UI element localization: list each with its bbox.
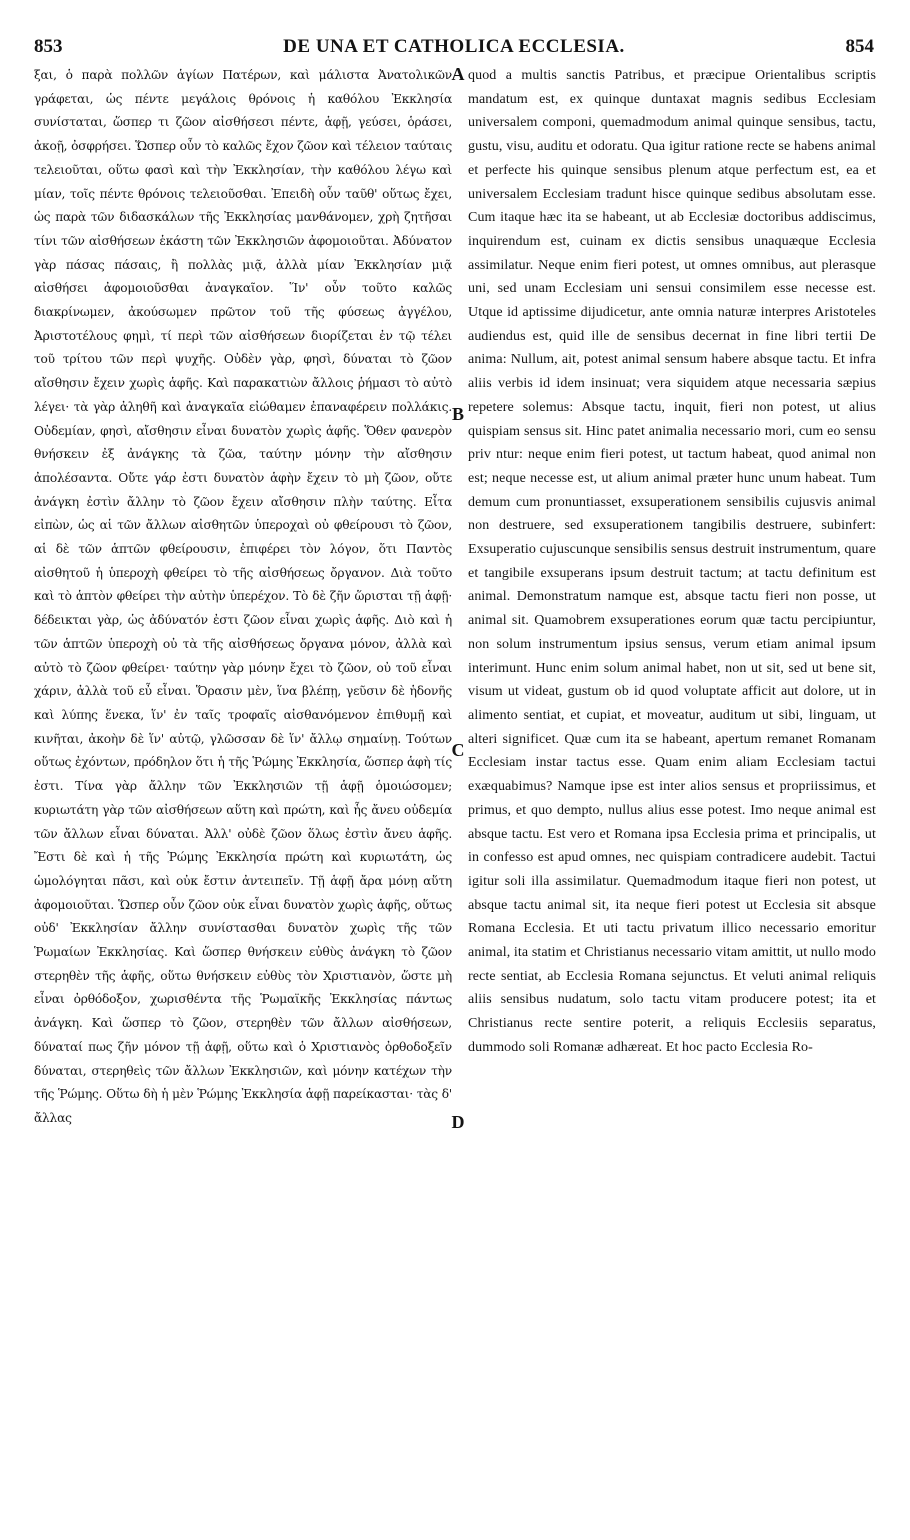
greek-text: ξαι, ὁ παρὰ πολλῶν ἁγίων Πατέρων, καὶ μάλιστα Ἀνατολικῶν γράφεται, ὡς πέντε μεγάλοις θρόνοις ἡ καθόλου Ἐκκλησία συνίσταται, ὥσπερ τι ζῶον αἰσθήσεσι πέντε, ἁφῇ, γεύσει, ὁράσει, ἀκοῇ, ὀσφρήσει. Ὥσπερ οὖν τὸ καλῶς ἔχον ζῶον καὶ τέλειον ταύταις τελειοῦται, οὕτω φασὶ καὶ τὴν Ἐκκλησίαν, τὴν καθόλου λέγω καὶ μίαν, τοῖς πέντε θρόνοις τελειοῦσθαι. Ἐπειδὴ οὖν ταῦθ' οὕτως ἔχει, ὡς παρὰ τῶν διδασκάλων τῆς Ἐκκλησίας μανθάνομεν, χρὴ ζητῆσαι τίνι τῶν αἰσθήσεων ἑκάστη τῶν Ἐκκλησιῶν ἀφομοιοῦται. Ἀδύνατον γὰρ πάσας πάσαις, ἢ πολλὰς μιᾷ, ἀλλὰ μίαν Ἐκκλησίαν μιᾷ αἰσθήσει ἀφομοιοῦσθαι ἀναγκαῖον. Ἵν' οὖν τοῦτο καλῶς διακρίνωμεν, ἀκούσωμεν πρῶτον τοῦ τῆς φύσεως ἀγγέλου, Ἀριστοτέλους φημὶ, τί περὶ τῶν αἰσθήσεων διορίζεται ἐν τῷ τέλει τοῦ τρίτου τῶν περὶ ψυχῆς. Οὐδὲν γὰρ, φησὶ, δύναται τὸ ζῶον αἴσθησιν ἔχειν χωρὶς ἁφῆς. Καὶ παρακατιὼν ἄλλοις ῥήμασι τὸ αὐτὸ λέγει· τὰ γὰρ ἀληθῆ καὶ ἀναγκαῖα εἰώθαμεν ἐπαναφέρειν πολλάκις. Οὐδεμίαν, φησὶ, αἴσθησιν εἶναι δυνατὸν χωρὶς ἁφῆς. Ὅθεν φανερὸν θνήσκειν ἐξ ἀνάγκης τὰ ζῶα, ταύτην μόνην τὴν αἴσθησιν ἀπολέσαντα. Οὔτε γάρ ἐστι δυνατὸν ἁφὴν ἔχειν τὸ μὴ ζῶον, οὔτε ἀνάγκη ἐστὶν ἄλλην τὸ ζῶον ἔχειν αἴσθησιν πλὴν ταύτης. Εἶτα εἰπὼν, ὡς αἱ τῶν ἄλλων αἰσθητῶν ὑπεροχαὶ οὐ φθείρουσι τὸ ζῶον, αἱ δὲ τῶν ἁπτῶν φθείρουσιν, ἐπιφέρει τὸν λόγον, ὅτι Παντὸς αἰσθητοῦ ἡ ὑπεροχὴ φθείρει τὸ τῆς αἰσθήσεως ὄργανον. Διὰ τοῦτο καὶ τὸ ἁπτὸν φθείρει τὴν αὐτὴν ὑπερέχον. Τὸ δὲ ζῆν ὥρισται τῇ ἁφῇ· δέδεικται γὰρ, ὡς ἀδύνατόν ἐστι ζῶον εἶναι χωρὶς ἁφῆς. Διὸ καὶ ἡ τῶν ἁπτῶν ὑπεροχὴ οὐ τὰ τῆς αἰσθήσεως ὄργανα μόνον, ἀλλὰ καὶ αὐτὸ τὸ ζῶον φθείρει· ταύτην γὰρ μόνην ἔχει τὸ ζῶον, οὐ τοῦ εἶναι χάριν, ἀλλὰ τοῦ εὖ εἶναι. Ὅρασιν μὲν, ἵνα βλέπῃ, γεῦσιν δὲ ἡδονῆς καὶ λύπης ἕνεκα, ἵν' ἐν ταῖς τροφαῖς αἰσθανόμενον ἐπιθυμῇ καὶ κινῆται, ἀκοὴν δὲ ἵν' αὐτῷ, γλῶσσαν δὲ ἵν' ἄλλῳ σημαίνῃ. Τούτων οὕτως ἐχόντων, πρόδηλον ὅτι ἡ τῆς Ῥώμης Ἐκκλησία, ὥσπερ ἁφὴ τίς ἐστι. Τίνα γὰρ ἄλλην τῶν Ἐκκλησιῶν τῇ ἁφῇ ὁμοιώσομεν; κυριωτάτη γὰρ τῶν αἰσθήσεων αὕτη καὶ πρώτη, καὶ ἧς ἄνευ οὐδεμία τῶν ἄλλων εἶναι δύναται. Ἀλλ' οὐδὲ ζῶον ὅλως ἐστὶν ἄνευ ἁφῆς. Ἔστι δὲ καὶ ἡ τῆς Ῥώμης Ἐκκλησία πρώτη καὶ κυριωτάτη, ὡς ὡμολόγηται πᾶσι, καὶ οὐκ ἔστιν ἀντειπεῖν. Τῇ ἁφῇ ἄρα μόνῃ αὕτη ἀφομοιοῦται. Ὥσπερ οὖν ζῶον οὐκ εἶναι δυνατὸν χωρὶς ἁφῆς, οὕτως οὐδ' Ἐκκλησίαν ἄλλην συνίστασθαι δυνατὸν χωρὶς τῆς τῶν Ῥωμαίων Ἐκκλησίας. Καὶ ὥσπερ θνήσκειν εὐθὺς ἀνάγκη τὸ ζῶον στερηθὲν τῆς ἁφῆς, οὕτω θνήσκειν εὐθὺς τὸν Χριστιανὸν, ὥστε μὴ εἶναι ὀρθόδοξον, χωρισθέντα τῆς Ῥωμαϊκῆς Ἐκκλησίας πάντως ἀνάγκη. Καὶ ὥσπερ τὸ ζῶον, στερηθὲν τῶν ἄλλων αἰσθήσεων, δύναταί πως ζῆν μόνον τῇ ἁφῇ, οὕτω καὶ ὁ Χριστιανὸς ὀρθοδοξεῖν δύναται, στερηθεὶς τῶν ἄλλων Ἐκκλησιῶν, καὶ μόνην κατέχων τὴν τῆς Ῥώμης. Οὕτω δὴ ἡ μὲν Ῥώμης Ἐκκλησία ἁφῇ παρείκασται· τὰς δ' ἄλλας <box>34 68 452 1125</box>
margin-marker-c: C <box>451 740 465 760</box>
page-header <box>34 36 874 64</box>
margin-marker-b: B <box>451 404 464 424</box>
greek-column <box>34 64 452 1509</box>
latin-column <box>468 64 876 1509</box>
left-column-number: 853 <box>34 36 63 57</box>
margin-marker-a: A <box>451 64 465 84</box>
running-title: DE UNA ET CATHOLICA ECCLESIA. <box>283 36 625 57</box>
latin-text: quod a multis sanctis Patribus, et præcipue Orientalibus scriptis mandatum est, ex quinque duntaxat magnis sedibus Ecclesiam universalem componi, quemadmodum animal quinque sensibus, tactu, gustu, visu, auditu et odoratu. Qua igitur ratione recte se habens animal et perfecte his quinque sensibus plenum atque perfectum est, ea et universalem Ecclesiam tradunt hisce quinque sedibus absolutam esse. Cum itaque hæc ita se habeant, ut ab Ecclesiæ doctoribus addiscimus, inquirendum est, cuinam ex dictis sensibus unaquæque Ecclesia assimilatur. Neque enim fieri potest, ut omnes omnibus, aut plerasque uni, sed unam Ecclesiam uni sensui consimilem esse necesse est. Utque id aptissime dijudicetur, ante omnia naturæ interpres Aristoteles audiendus est, quid ille de sensibus decernat in fine libri tertii De anima: Nullum, ait, potest animal sensum habere absque tactu. Et infra aliis verbis id idem insinuat; vera siquidem atque necessaria sæpius repetere solemus: Absque tactu, inquit, fieri non potest, ut alius quispiam sensus sit. Hinc patet animalia necessario mori, cum eo sensu priv ntur: neque enim fieri potest, ut tactum habeat, quod animal non est; neque necesse est, ut alium animal præter hunc unum habeat. Tum demum cum pronuntiasset, exsuperationem sensibilis cujusvis animal non destruere, sed exsuperationem tangibilis destruere, subinfert: Exsuperatio cujuscunque sensibilis sensus destruit instrumentum, quare et tangibile exsuperans ipsum destruit tactum; at tactu definitum est animal. Demonstratum namque est, absque tactu fieri non posse, ut animal sit. Quamobrem exsuperationes eorum quæ tactu percipiuntur, non solum instrumentum ipsius sensus, verum etiam animal ipsum interimunt. Hunc enim solum animal habet, non ut sit, sed ut bene sit, visum ut videat, gustum ob id quod voluptate afficit aut dolore, ut in alimento sentiat, et cupiat, et moveatur, auditum ut sibi, linguam, ut alteri significet. Quæ cum ita se habeant, apertum remanet Romanam Ecclesiam instar tactus esse. Quam enim aliam Ecclesiam tactui exæquabimus? Namque ipse est inter alios sensus et propriissimus, et primus, et quo dempto, nullus alius esse potest. Imo neque animal est absque tactu. Est vero et Romana ipsa Ecclesia prima et principalis, ut in confesso est apud omnes, nec quispiam contradicere audebit. Tactui igitur soli illa assimilatur. Quemadmodum itaque fieri non potest, ut absque tactu animal sit, ita neque fieri potest ut Ecclesia sit absque Romana Ecclesia. Et uti tactu privatum illico necessario emoritur animal, ita statim et Christianus necessario vitam amittit, ut nullo modo recte sentiat, ab Ecclesia Romana sejunctus. Et veluti animal reliquis aliis sensibus nudatum, solo tactu vitam producere potest; ita et Christianus recte sentire poterit, a reliquis Ecclesiis separatus, dummodo soli Romanæ adhæreat. Et hoc pacto Ecclesia Ro- <box>468 68 876 1055</box>
right-column-number: 854 <box>845 36 874 57</box>
margin-marker-d: D <box>451 1112 465 1132</box>
